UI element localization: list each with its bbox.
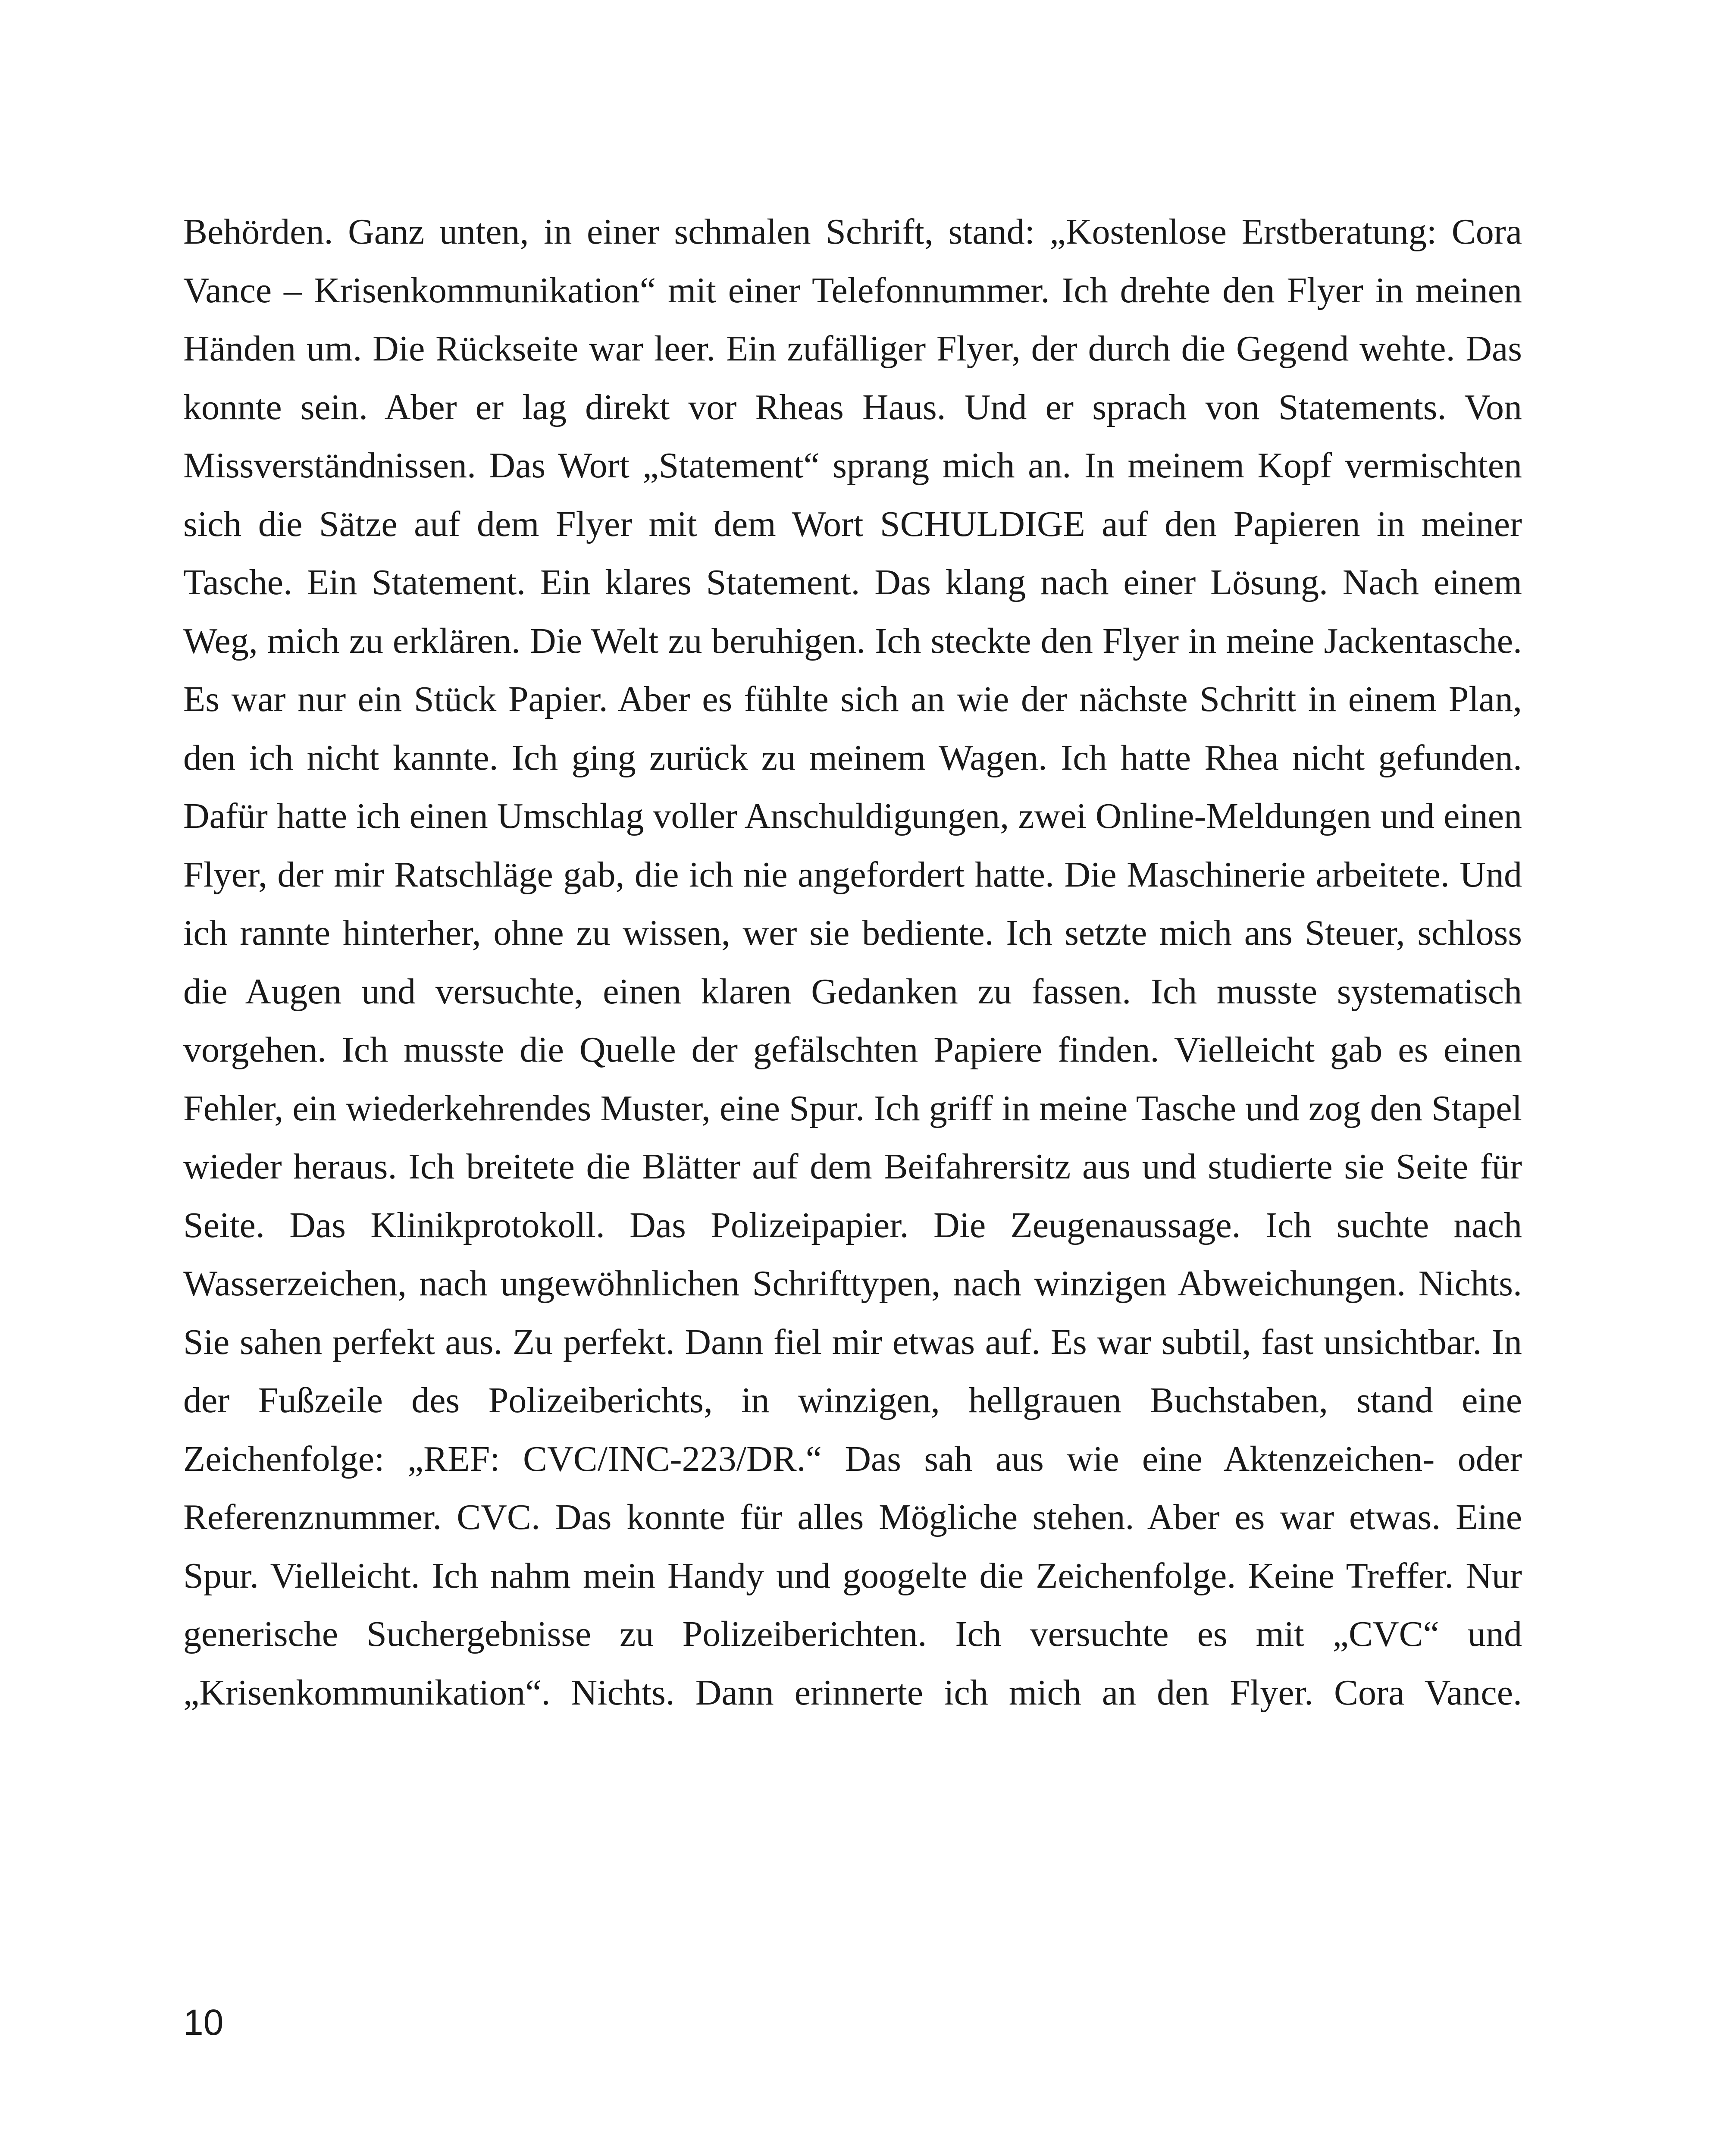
body-paragraph: Behörden. Ganz unten, in einer schmalen Schrift, stand: „Kostenlose Erstberatung: Cora Vance – Krisenkommunikation“ mit einer Telefonnummer. Ich drehte den Flyer in meinen Händen um. Die Rückseite war leer. Ein zufälliger Flyer, der durch die Gegend wehte. Das konnte sein. Aber er lag direkt vor Rheas Haus. Und er sprach von Statements. Von Missverständnissen. Das Wort „Statement“ sprang mich an. In meinem Kopf vermischten sich die Sätze auf dem Flyer mit dem Wort SCHULDIGE auf den Papieren in meiner Tasche. Ein Statement. Ein klares Statement. Das klang nach einer Lösung. Nach einem Weg, mich zu erklären. Die Welt zu beruhigen. Ich steckte den Flyer in meine Jackentasche. Es war nur ein Stück Papier. Aber es fühlte sich an wie der nächste Schritt in einem Plan, den ich nicht kannte. Ich ging zurück zu meinem Wagen. Ich hatte Rhea nicht gefunden. Dafür hatte ich einen Umschlag voller Anschuldigungen, zwei Online-Meldungen und einen Flyer, der mir Ratschläge gab, die ich nie angefordert hatte. Die Maschinerie arbeitete. Und ich rannte hinterher, ohne zu wissen, wer sie bediente. Ich setzte mich ans Steuer, schloss die Augen und versuchte, einen klaren Gedanken zu fassen. Ich musste systematisch vorgehen. Ich musste die Quelle der gefälschten Papiere finden. Vielleicht gab es einen Fehler, ein wiederkehrendes Muster, eine Spur. Ich griff in meine Tasche und zog den Stapel wieder heraus. Ich breitete die Blätter auf dem Beifahrersitz aus und studierte sie Seite für Seite. Das Klinikprotokoll. Das Polizeipapier. Die Zeugenaussage. Ich suchte nach Wasserzeichen, nach ungewöhnlichen Schrifttypen, nach winzigen Abweichungen. Nichts. Sie sahen perfekt aus. Zu perfekt. Dann fiel mir etwas auf. Es war subtil, fast unsichtbar. In der Fußzeile des Polizeiberichts, in winzigen, hellgrauen Buchstaben, stand eine Zeichenfolge: „REF: CVC/INC-223/DR.“ Das sah aus wie eine Aktenzeichen- oder Referenznummer. CVC. Das konnte für alles Mögliche stehen. Aber es war etwas. Eine Spur. Vielleicht. Ich nahm mein Handy und googelte die Zeichenfolge. Keine Treffer. Nur generische Suchergebnisse zu Polizeiberichten. Ich versuchte es mit „CVC“ und „Krisenkommunikation“. Nichts. Dann erinnerte ich mich an den Flyer. Cora Vance. [183, 212, 1522, 1713]
page-number: 10 [183, 2002, 224, 2043]
